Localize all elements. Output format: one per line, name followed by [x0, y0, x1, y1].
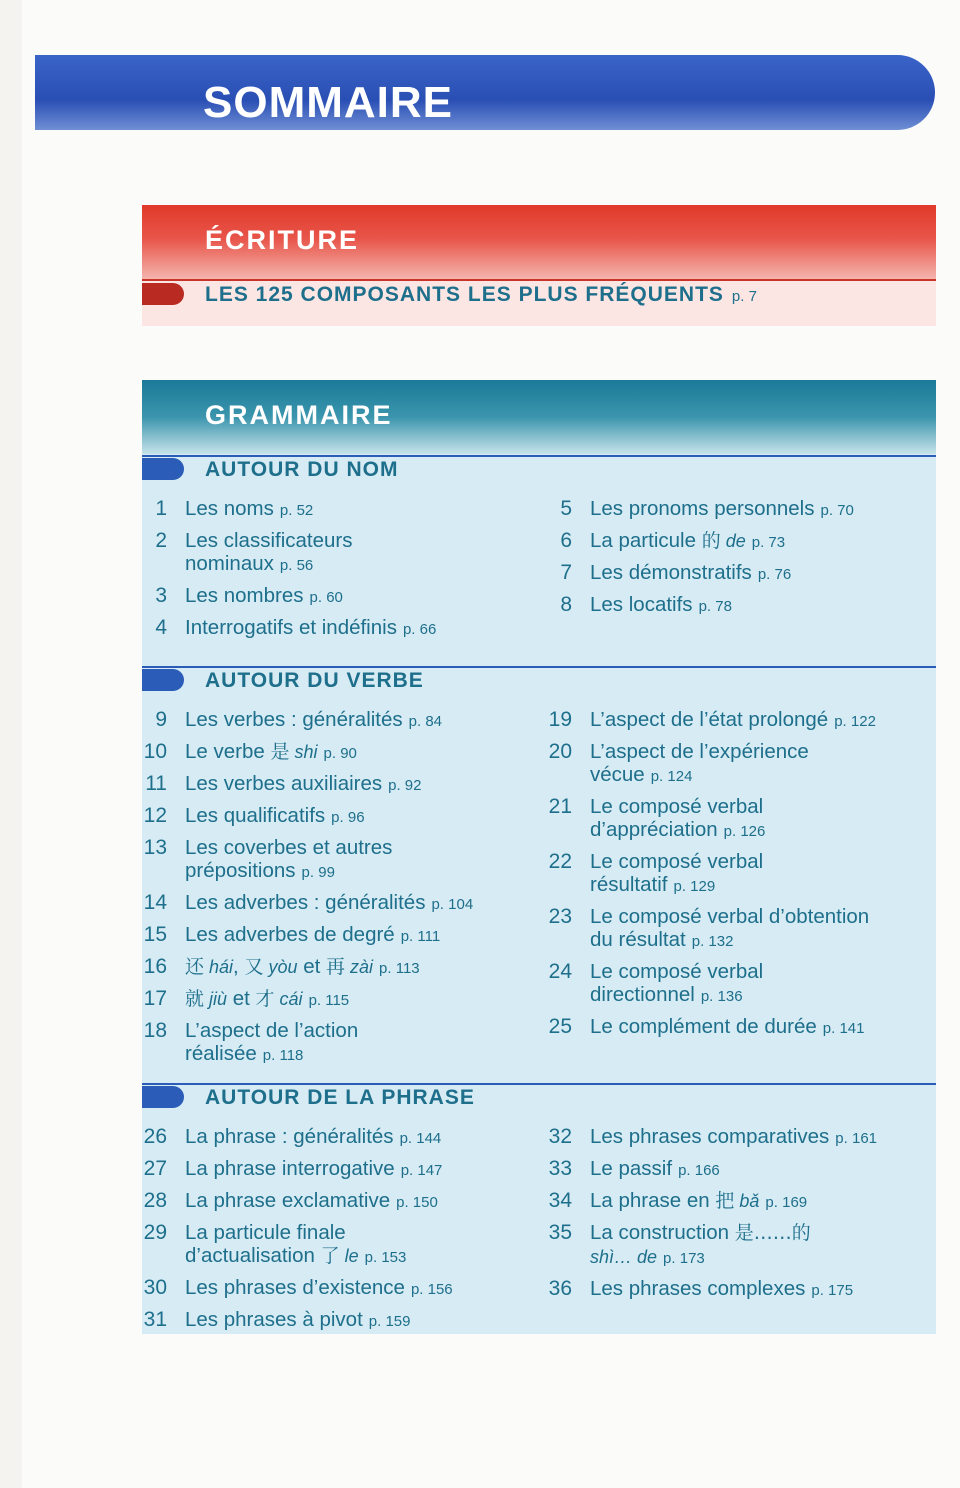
left-column — [137, 1125, 537, 1340]
divider — [142, 1083, 936, 1085]
title-line — [590, 1277, 942, 1302]
title-text: hái — [204, 957, 234, 977]
title-text: Les noms — [185, 497, 274, 520]
title-text: nominaux — [185, 552, 274, 575]
entry-number: 1 — [155, 497, 167, 520]
title-line — [185, 740, 537, 765]
entry-title — [590, 708, 942, 733]
entry-title — [590, 1125, 942, 1150]
chinese-character: 把 — [715, 1190, 735, 1212]
title-text: Les démonstratifs — [590, 561, 752, 584]
title-line — [590, 928, 942, 953]
title-line — [590, 1015, 942, 1040]
page-ref: p. 144 — [399, 1130, 442, 1147]
toc-entry[interactable] — [137, 708, 537, 733]
title-line — [185, 987, 537, 1012]
entry-number: 11 — [145, 772, 167, 795]
grammaire-heading: GRAMMAIRE — [205, 400, 393, 430]
toc-entry[interactable] — [137, 1125, 537, 1150]
title-text: du résultat — [590, 928, 686, 951]
page-ref: p. 129 — [673, 878, 716, 895]
toc-entry[interactable] — [137, 529, 537, 577]
title-line — [185, 1157, 537, 1182]
title-text: Les phrases complexes — [590, 1277, 806, 1300]
toc-entry[interactable] — [542, 1221, 942, 1270]
title-line — [185, 836, 537, 859]
entry-title — [185, 529, 537, 577]
title-text: Interrogatifs et indéfinis — [185, 616, 397, 639]
entry-number: 28 — [143, 1189, 167, 1212]
entry-title — [590, 593, 942, 618]
title-text: bǎ — [734, 1191, 760, 1211]
title-line — [185, 1276, 537, 1301]
title-text: prépositions — [185, 859, 296, 882]
toc-entry[interactable] — [542, 1189, 942, 1214]
entry-title — [185, 1221, 537, 1269]
title-line — [590, 1221, 942, 1245]
toc-entry[interactable] — [542, 529, 942, 554]
page-ref: p. 70 — [820, 502, 854, 519]
title-line — [185, 584, 537, 609]
chinese-character: 才 — [255, 988, 275, 1010]
toc-entry[interactable] — [137, 1308, 537, 1333]
entry-number: 17 — [143, 987, 167, 1010]
entry-title — [590, 905, 942, 953]
title-text: La phrase exclamative — [185, 1189, 391, 1212]
entry-number: 26 — [143, 1125, 167, 1148]
section-marker — [142, 669, 184, 691]
title-line — [185, 923, 537, 948]
page-ref: p. 104 — [431, 896, 474, 913]
entry-number: 34 — [548, 1189, 572, 1212]
chinese-character: 还 — [185, 956, 205, 978]
toc-entry[interactable] — [137, 836, 537, 884]
title-text: cái — [274, 989, 303, 1009]
page-ref: p. 113 — [379, 960, 420, 977]
page-ref: p. 136 — [700, 988, 743, 1005]
toc-entry[interactable] — [137, 891, 537, 916]
entry-title — [185, 923, 537, 948]
title-text: et — [227, 987, 256, 1010]
title-text: d’actualisation — [185, 1244, 321, 1267]
title-banner — [35, 55, 935, 130]
entry-number: 14 — [143, 891, 167, 914]
section-heading: AUTOUR DU NOM — [205, 458, 399, 481]
page-ref: p. 173 — [663, 1250, 705, 1267]
entry-number: 12 — [143, 804, 167, 827]
page-ref: p. 99 — [301, 864, 335, 881]
toc-entry[interactable] — [137, 740, 537, 765]
entry-title — [590, 1157, 942, 1182]
title-line — [590, 740, 942, 763]
title-text: Les pronoms personnels — [590, 497, 815, 520]
title-text: zài — [345, 957, 374, 977]
page-title: SOMMAIRE — [203, 78, 453, 127]
title-text: shì… de — [590, 1247, 658, 1267]
title-text: Les phrases à pivot — [185, 1308, 363, 1331]
title-text: Le composé verbal — [590, 850, 764, 873]
title-text: Le passif — [590, 1157, 673, 1180]
title-text: résultatif — [590, 873, 668, 896]
toc-entry[interactable] — [137, 1157, 537, 1182]
entry-title — [185, 955, 537, 980]
entry-title — [590, 795, 942, 843]
page-ref: p. 147 — [400, 1162, 443, 1179]
entry-number: 13 — [143, 836, 167, 859]
entry-number: 20 — [548, 740, 572, 763]
toc-entry[interactable] — [137, 584, 537, 609]
page-ref: p. 60 — [309, 589, 343, 606]
title-text: Les coverbes et autres — [185, 836, 393, 859]
subheading-label: LES 125 COMPOSANTS LES PLUS FRÉQUENTS — [205, 283, 724, 306]
entry-title — [590, 1189, 942, 1214]
title-line — [185, 529, 537, 552]
page-ref: p. 78 — [698, 598, 732, 615]
chinese-character: 了 — [320, 1245, 340, 1267]
title-line — [590, 1245, 942, 1270]
toc-entry[interactable] — [137, 955, 537, 980]
toc-entry[interactable] — [137, 1276, 537, 1301]
page-ref: p. 124 — [650, 768, 693, 785]
title-text: vécue — [590, 763, 645, 786]
title-line — [185, 1244, 537, 1269]
entry-title — [590, 850, 942, 898]
entry-title — [590, 1015, 942, 1040]
title-text: L’aspect de l’état prolongé — [590, 708, 829, 731]
chinese-character: 是……的 — [734, 1222, 811, 1244]
title-text: directionnel — [590, 983, 695, 1006]
title-line — [590, 818, 942, 843]
title-text: Les qualificatifs — [185, 804, 326, 827]
toc-entry[interactable] — [137, 923, 537, 948]
divider — [142, 666, 936, 668]
entry-title — [185, 1019, 537, 1067]
title-line — [185, 1125, 537, 1150]
title-line — [590, 1125, 942, 1150]
toc-entry[interactable] — [542, 497, 942, 522]
ecriture-heading: ÉCRITURE — [205, 225, 360, 255]
page-ref: p. 115 — [308, 992, 350, 1009]
entry-number: 29 — [143, 1221, 167, 1244]
entry-title — [185, 1308, 537, 1333]
entry-number: 32 — [548, 1125, 572, 1148]
toc-entry[interactable] — [542, 1157, 942, 1182]
page-ref: p. 166 — [678, 1162, 720, 1179]
title-line — [590, 763, 942, 788]
title-text: Les adverbes de degré — [185, 923, 395, 946]
chinese-character: 又 — [244, 956, 264, 978]
entry-number: 18 — [143, 1019, 167, 1042]
toc-entry[interactable] — [542, 1277, 942, 1302]
title-line — [185, 616, 537, 641]
title-line — [185, 708, 537, 733]
title-text: Les verbes auxiliaires — [185, 772, 383, 795]
toc-entry[interactable] — [137, 497, 537, 522]
toc-entry[interactable] — [542, 593, 942, 618]
title-line — [185, 1019, 537, 1042]
toc-entry[interactable] — [542, 708, 942, 733]
entry-number: 3 — [155, 584, 167, 607]
title-text: La phrase en — [590, 1189, 716, 1212]
title-line — [185, 955, 537, 980]
title-line — [185, 1042, 537, 1067]
section-marker — [142, 283, 184, 305]
page-ref: p. 92 — [388, 777, 422, 794]
title-line — [590, 593, 942, 618]
toc-entry[interactable] — [137, 1189, 537, 1214]
title-line — [590, 905, 942, 928]
title-text: et — [297, 955, 326, 978]
right-column — [542, 708, 942, 1047]
toc-entry[interactable] — [137, 772, 537, 797]
ecriture-subheading[interactable] — [205, 283, 757, 307]
title-line — [590, 561, 942, 586]
title-line — [590, 529, 942, 554]
entry-title — [185, 1125, 537, 1150]
entry-title — [590, 960, 942, 1008]
page-ref: p. 156 — [410, 1281, 453, 1298]
page-ref: p. 132 — [691, 933, 734, 950]
title-line — [185, 1189, 537, 1214]
title-text: Les adverbes : généralités — [185, 891, 426, 914]
title-text: , — [233, 955, 245, 978]
entry-number: 21 — [548, 795, 572, 818]
page-ref: p. 150 — [396, 1194, 438, 1211]
toc-entry[interactable] — [542, 740, 942, 788]
toc-entry[interactable] — [137, 1019, 537, 1067]
title-text: Le complément de durée — [590, 1015, 817, 1038]
entry-title — [185, 772, 537, 797]
page-ref: p. 118 — [262, 1047, 304, 1064]
entry-number: 9 — [155, 708, 167, 731]
toc-entry[interactable] — [542, 795, 942, 843]
entry-title — [185, 497, 537, 522]
entry-title — [185, 891, 537, 916]
entry-number: 10 — [143, 740, 167, 763]
entry-number: 30 — [143, 1276, 167, 1299]
title-text: La construction — [590, 1221, 735, 1244]
title-text: Les nombres — [185, 584, 304, 607]
title-text: Les locatifs — [590, 593, 693, 616]
left-column — [137, 497, 537, 648]
toc-entry[interactable] — [542, 1125, 942, 1150]
right-column — [542, 497, 942, 625]
page-ref: p. 175 — [811, 1282, 854, 1299]
title-line — [590, 497, 942, 522]
page-ref: p. 76 — [757, 566, 792, 583]
entry-number: 33 — [548, 1157, 572, 1180]
page-ref: p. 153 — [364, 1249, 407, 1266]
title-text: d’appréciation — [590, 818, 718, 841]
title-line — [185, 804, 537, 829]
title-text: Les verbes : généralités — [185, 708, 403, 731]
title-text: Le composé verbal d’obtention — [590, 905, 870, 928]
title-line — [590, 708, 942, 733]
entry-number: 36 — [548, 1277, 572, 1300]
page-ref: p. 169 — [765, 1194, 808, 1211]
divider — [142, 455, 936, 457]
title-line — [590, 873, 942, 898]
entry-number: 6 — [560, 529, 572, 552]
entry-title — [185, 836, 537, 884]
entry-number: 8 — [560, 593, 572, 616]
section-marker — [142, 1086, 184, 1108]
title-line — [590, 1157, 942, 1182]
page-ref: p. 126 — [723, 823, 766, 840]
entry-number: 27 — [143, 1157, 167, 1180]
page-ref: p. 66 — [402, 621, 437, 638]
title-text: La phrase interrogative — [185, 1157, 395, 1180]
page-ref: p. 141 — [822, 1020, 865, 1037]
title-text: Les phrases comparatives — [590, 1125, 830, 1148]
entry-number: 24 — [548, 960, 572, 983]
title-line — [590, 795, 942, 818]
title-text: le — [339, 1246, 359, 1266]
title-line — [185, 552, 537, 577]
divider — [142, 279, 936, 281]
title-text: Le verbe — [185, 740, 271, 763]
entry-title — [185, 1276, 537, 1301]
title-line — [185, 859, 537, 884]
title-line — [185, 497, 537, 522]
entry-title — [590, 561, 942, 586]
page-ref: p. 96 — [331, 809, 365, 826]
entry-title — [590, 529, 942, 554]
entry-title — [185, 740, 537, 765]
entry-number: 4 — [155, 616, 167, 639]
title-text: réalisée — [185, 1042, 257, 1065]
entry-title — [590, 1277, 942, 1302]
title-line — [185, 1308, 537, 1333]
toc-entry[interactable] — [137, 1221, 537, 1269]
right-column — [542, 1125, 942, 1309]
page-ref: p. 52 — [279, 502, 314, 519]
chinese-character: 的 — [701, 530, 721, 552]
toc-entry[interactable] — [542, 960, 942, 1008]
section-heading: AUTOUR DE LA PHRASE — [205, 1086, 475, 1109]
entry-number: 5 — [560, 497, 572, 520]
entry-title — [185, 584, 537, 609]
page-ref: p. 90 — [323, 745, 357, 762]
title-line — [590, 1189, 942, 1214]
title-line — [590, 960, 942, 983]
title-line — [590, 983, 942, 1008]
title-text: La phrase : généralités — [185, 1125, 394, 1148]
entry-number: 35 — [548, 1221, 572, 1244]
entry-number: 31 — [143, 1308, 167, 1331]
title-text: de — [720, 531, 746, 551]
section-heading: AUTOUR DU VERBE — [205, 669, 424, 692]
title-line — [590, 850, 942, 873]
entry-title — [590, 1221, 942, 1270]
toc-entry[interactable] — [137, 804, 537, 829]
entry-number: 16 — [143, 955, 167, 978]
toc-entry[interactable] — [542, 850, 942, 898]
entry-title — [590, 497, 942, 522]
title-text: Les phrases d’existence — [185, 1276, 405, 1299]
section-marker — [142, 458, 184, 480]
title-text: L’aspect de l’action — [185, 1019, 359, 1042]
left-column — [137, 708, 537, 1074]
title-line — [185, 772, 537, 797]
entry-title — [185, 708, 537, 733]
toc-entry[interactable] — [137, 616, 537, 641]
toc-entry[interactable] — [137, 987, 537, 1012]
entry-title — [185, 1157, 537, 1182]
entry-number: 15 — [143, 923, 167, 946]
entry-title — [590, 740, 942, 788]
entry-title — [185, 804, 537, 829]
toc-entry[interactable] — [542, 1015, 942, 1040]
entry-number: 25 — [548, 1015, 572, 1038]
title-text: jiù — [204, 989, 228, 1009]
page-ref: p. 111 — [400, 928, 441, 945]
chinese-character: 就 — [185, 988, 205, 1010]
chinese-character: 再 — [326, 956, 346, 978]
entry-number: 19 — [548, 708, 572, 731]
entry-title — [185, 987, 537, 1012]
title-text: shi — [289, 742, 318, 762]
title-line — [185, 1221, 537, 1244]
toc-entry[interactable] — [542, 905, 942, 953]
title-text: L’aspect de l’expérience — [590, 740, 809, 763]
entry-number: 2 — [155, 529, 167, 552]
page-ref: p. 122 — [834, 713, 876, 730]
title-text: yòu — [263, 957, 298, 977]
title-line — [185, 891, 537, 916]
entry-title — [185, 1189, 537, 1214]
title-text: Le composé verbal — [590, 960, 764, 983]
toc-entry[interactable] — [542, 561, 942, 586]
page-ref: p. 84 — [408, 713, 443, 730]
page-ref: p. 159 — [368, 1313, 411, 1330]
title-text: Le composé verbal — [590, 795, 764, 818]
page-ref: p. 56 — [279, 557, 314, 574]
page-ref: p. 73 — [751, 534, 786, 551]
page-ref: p. 161 — [835, 1130, 878, 1147]
title-text: La particule — [590, 529, 702, 552]
entry-number: 23 — [548, 905, 572, 928]
entry-title — [185, 616, 537, 641]
entry-number: 7 — [560, 561, 572, 584]
title-text: Les classificateurs — [185, 529, 353, 552]
entry-number: 22 — [548, 850, 572, 873]
chinese-character: 是 — [270, 741, 290, 763]
page-ref: p. 7 — [731, 288, 757, 305]
title-text: La particule finale — [185, 1221, 346, 1244]
